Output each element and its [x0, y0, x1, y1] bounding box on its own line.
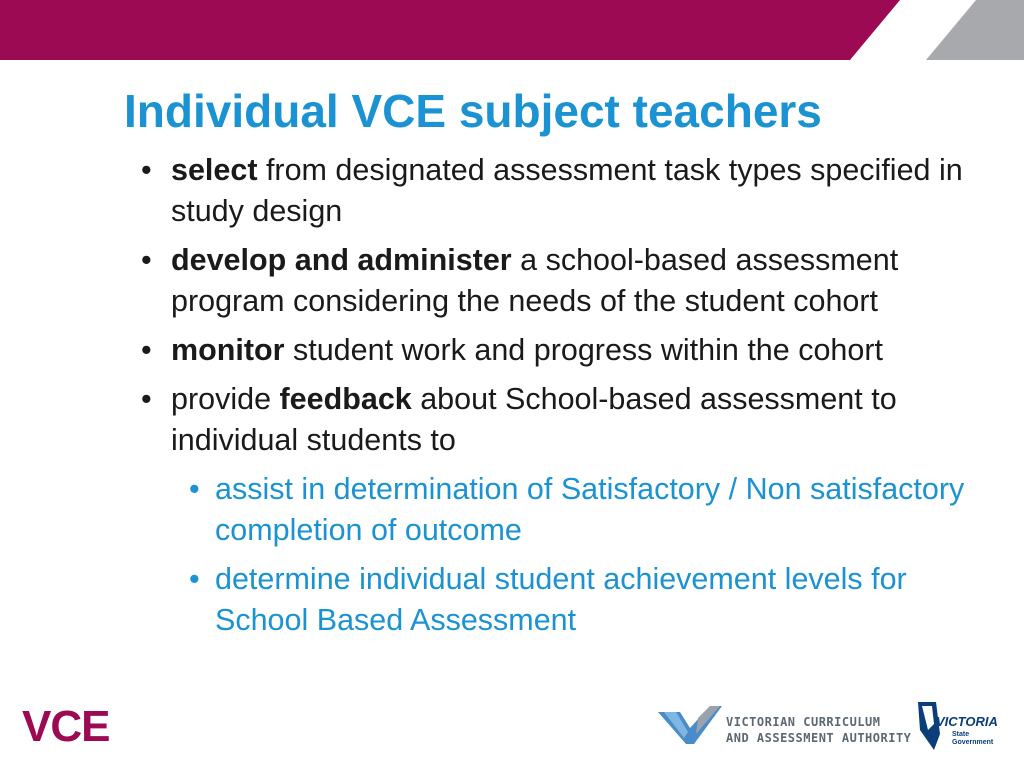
victoria-logo [916, 700, 1008, 752]
vcaa-tick-icon [658, 704, 722, 746]
victoria-sub-line1: State [952, 731, 970, 738]
vcaa-name-line2: AND ASSESSMENT AUTHORITY [726, 731, 912, 745]
bullet-text: student work and progress within the cohort [284, 333, 883, 367]
victoria-name: VICTORIA [936, 714, 998, 729]
bullet-item [171, 150, 971, 232]
bullet-item [171, 330, 971, 371]
bullet-text: from designated assessment task types specified in study design [171, 153, 963, 228]
bullet-list [0, 150, 1024, 649]
sub-bullet-item: • assist in determination of Satisfactory / Non satisfactory completion of outcome [215, 469, 975, 551]
bullet-keyword: select [171, 153, 258, 187]
bullet-prefix: provide [171, 382, 280, 416]
bullet-keyword: monitor [171, 333, 285, 367]
bullet-item [171, 379, 971, 461]
bullet-text: a school-based assessment program considering the needs of the student cohort [171, 243, 899, 318]
bullet-keyword: feedback [279, 382, 412, 416]
header-band [0, 0, 1024, 60]
vce-logo: VCE [22, 702, 110, 751]
bullet-text: about School-based assessment to individual students to [171, 382, 897, 457]
victoria-subtitle [952, 731, 993, 747]
vcaa-name-line1: VICTORIAN CURRICULUM [726, 715, 881, 729]
bullet-item [171, 240, 971, 322]
slide-title: Individual VCE subject teachers [124, 85, 822, 137]
header-band-graphic [0, 0, 1024, 60]
sub-bullet-item: • determine individual student achievement levels for School Based Assessment [215, 559, 975, 641]
victoria-sub-line2: Government [952, 739, 994, 746]
vcaa-logo [658, 702, 912, 748]
bullet-keyword: develop and administer [171, 243, 512, 277]
